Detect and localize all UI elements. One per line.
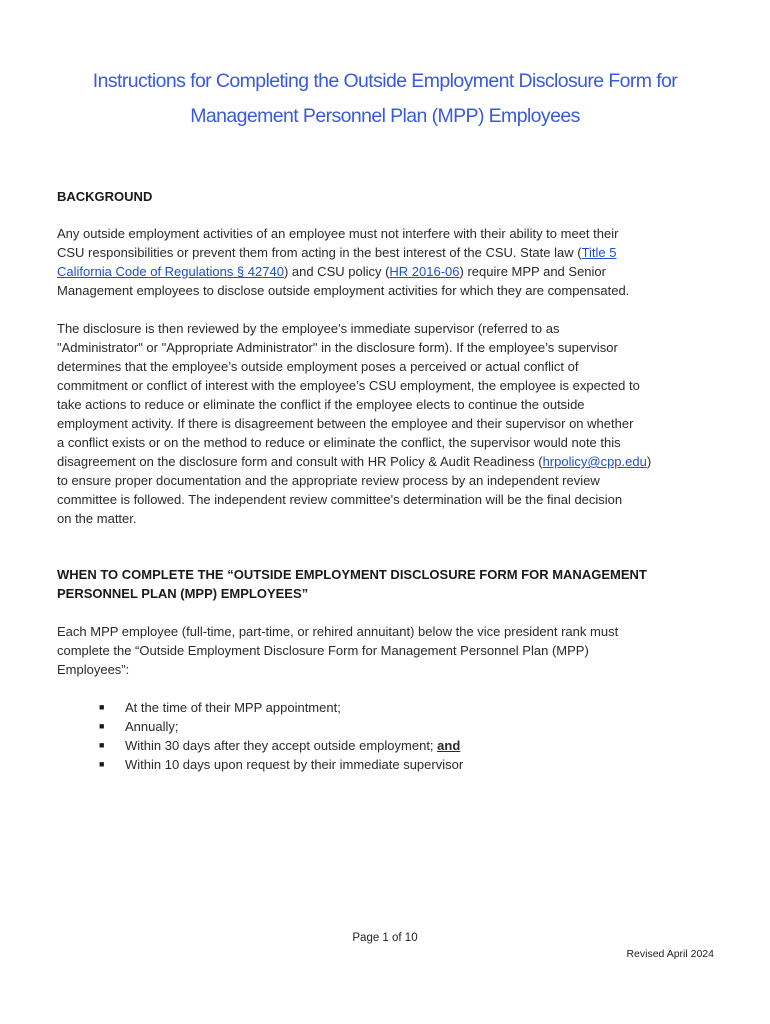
text-span: disagreement on the disclosure form and consult with HR Policy & Audit Readiness ( xyxy=(57,454,543,469)
text-line: Employees”: xyxy=(57,662,130,677)
text-line xyxy=(57,243,717,262)
revision-date: Revised April 2024 xyxy=(626,948,714,960)
hr-2016-06-link[interactable]: HR 2016-06 xyxy=(389,264,460,279)
list-item-text: Annually; xyxy=(125,719,179,734)
text-line: Each MPP employee (full-time, part-time, or rehired annuitant) below the vice president rank must xyxy=(57,624,619,639)
text-line: Management employees to disclose outside employment activities for which they are compensated. xyxy=(57,283,630,298)
list-item xyxy=(99,717,463,736)
square-bullet-icon: ■ xyxy=(99,721,105,731)
text-span: Within 30 days after they accept outside employment; xyxy=(125,738,438,753)
background-paragraph-2 xyxy=(57,319,717,528)
hrpolicy-email-link[interactable]: hrpolicy@cpp.edu xyxy=(542,454,647,469)
text-line: on the matter. xyxy=(57,511,137,526)
text-line: The disclosure is then reviewed by the employee's immediate supervisor (referred to as xyxy=(57,321,560,336)
text-line: to ensure proper documentation and the appropriate review process by an independent review xyxy=(57,473,600,488)
text-line: "Administrator" or "Appropriate Administrator" in the disclosure form). If the employee’s supervisor xyxy=(57,340,618,355)
text-line: employment activity. If there is disagreement between the employee and their supervisor on whether xyxy=(57,416,634,431)
background-paragraph-1 xyxy=(57,224,717,300)
list-item xyxy=(99,698,463,717)
ccr-42740-link[interactable]: California Code of Regulations § 42740 xyxy=(57,264,284,279)
text-span: CSU responsibilities or prevent them from acting in the best interest of the CSU. State law ( xyxy=(57,245,582,260)
when-bullet-list xyxy=(99,698,463,774)
square-bullet-icon: ■ xyxy=(99,702,105,712)
text-span: ) and CSU policy ( xyxy=(283,264,390,279)
text-line: commitment or conflict of interest with the employee’s CSU employment, the employee is expected to xyxy=(57,378,640,393)
text-line xyxy=(57,262,717,281)
page-number: Page 1 of 10 xyxy=(352,932,418,944)
when-to-complete-heading xyxy=(57,565,647,603)
list-item-text: Within 10 days upon request by their immediate supervisor xyxy=(125,757,464,772)
list-item-text: At the time of their MPP appointment; xyxy=(125,700,341,715)
title-5-link[interactable]: Title 5 xyxy=(581,245,617,260)
text-line: Any outside employment activities of an employee must not interfere with their ability to meet their xyxy=(57,226,619,241)
text-line: committee is followed. The independent review committee's determination will be the final decision xyxy=(57,492,623,507)
list-item xyxy=(99,736,463,755)
square-bullet-icon: ■ xyxy=(99,740,105,750)
title-line-2: Management Personnel Plan (MPP) Employees xyxy=(190,105,580,127)
text-line: determines that the employee’s outside employment poses a perceived or actual conflict of xyxy=(57,359,579,374)
document-title xyxy=(40,64,730,134)
text-line: take actions to reduce or eliminate the conflict if the employee elects to continue the outside xyxy=(57,397,585,412)
emphasis-and: and xyxy=(437,738,461,753)
when-paragraph xyxy=(57,622,717,679)
text-span: ) xyxy=(646,454,652,469)
text-line xyxy=(57,452,717,471)
title-line-1: Instructions for Completing the Outside Employment Disclosure Form for xyxy=(92,70,678,92)
heading-line: WHEN TO COMPLETE THE “OUTSIDE EMPLOYMENT DISCLOSURE FORM FOR MANAGEMENT xyxy=(57,567,647,582)
text-line: complete the “Outside Employment Disclosure Form for Management Personnel Plan (MPP) xyxy=(57,643,589,658)
text-span: ) require MPP and Senior xyxy=(459,264,606,279)
heading-line: PERSONNEL PLAN (MPP) EMPLOYEES” xyxy=(57,586,309,601)
list-item-text xyxy=(125,736,460,755)
list-item xyxy=(99,755,463,774)
square-bullet-icon: ■ xyxy=(99,759,105,769)
text-line: a conflict exists or on the method to reduce or eliminate the conflict, the supervisor would note this xyxy=(57,435,621,450)
background-heading: BACKGROUND xyxy=(57,189,153,204)
